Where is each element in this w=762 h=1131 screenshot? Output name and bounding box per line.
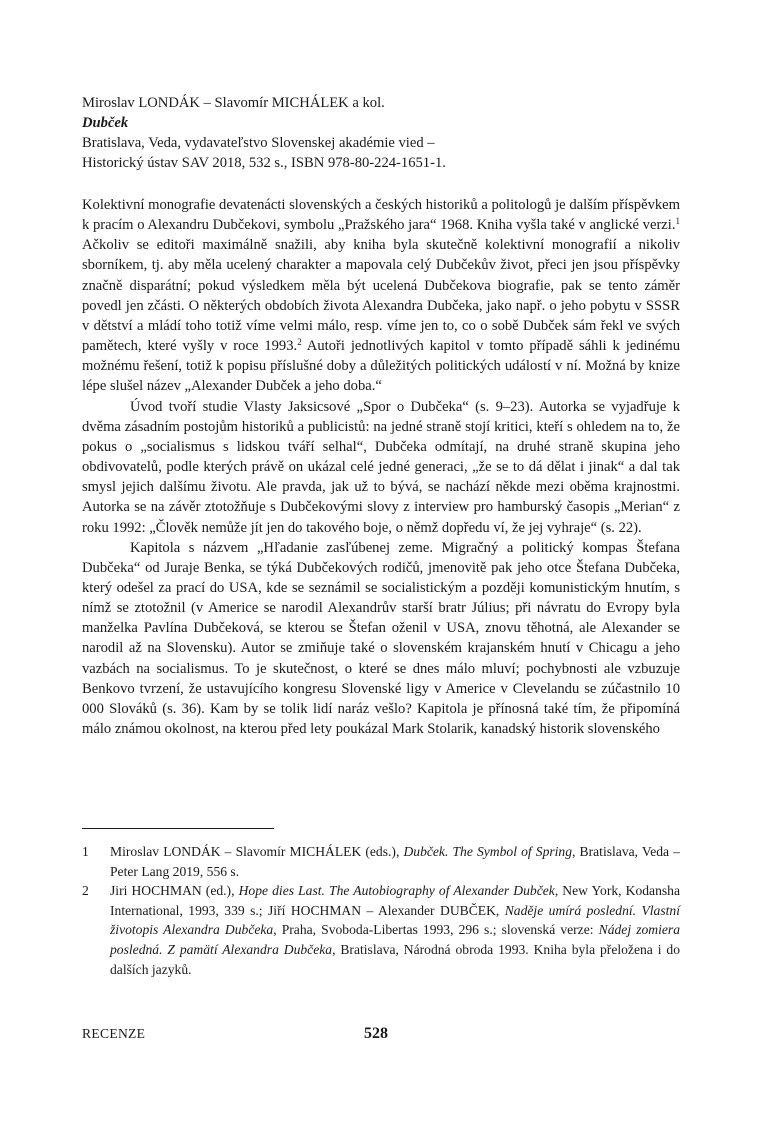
book-publisher-line-1: Bratislava, Veda, vydavateľstvo Slovenskej akadémie vied –	[82, 135, 435, 151]
footnote-1-title: Dubček. The Symbol of Spring	[403, 844, 573, 859]
footnote-2-number: 2	[82, 883, 89, 899]
paragraph-1	[82, 195, 680, 397]
footnote-2-part-a: Jiri HOCHMAN (ed.),	[110, 883, 239, 899]
book-reference	[82, 93, 680, 173]
footnotes	[82, 842, 680, 979]
paragraph-1-part-c: Autoři jednotlivých kapitol v tomto případě sáhli k jedinému možnému řešení, totiž k popisu příslušné doby a důležitých politických událostí v ní. Možná by knize lépe slušel název „Alexander Dubček a jeho doba.“	[82, 338, 680, 395]
footnote-2-part-c: , New York, Kodansha International, 1993, 339 s.; Jiří HOCHMAN – Alexander DUBČEK,	[110, 883, 680, 918]
footnote-2-part-g: , Bratislava, Národná obroda 1993. Kniha byla přeložena i do dalších jazyků.	[110, 941, 680, 977]
footnote-2-title-1: Hope dies Last. The Autobiography of Alexander Dubček	[238, 883, 555, 899]
footnote-1-part-c: , Bratislava, Veda – Peter Lang 2019, 556 s.	[110, 844, 680, 879]
footnote-2-text	[110, 881, 680, 979]
paragraph-2: Úvod tvoří studie Vlasty Jaksicsové „Spor o Dubčeka“ (s. 9–23). Autorka se vyjadřuje k dvěma zásadním postojům historiků a publicistů: na jedné straně stojí kritici, kteří s ohledem na to, že pokus o „socialismus s lidskou tváří selhal“, Dubčeka odmítají, na druhé straně skupina jeho obdivovatelů, podle kterých právě on ukázal celé jedné generaci, „že se to dá dělat i jinak“ a dal tak smysl jejich dalšímu životu. Ale pravda, jak už to bývá, se nachází někde mezi oběma krajnostmi. Autorka se na závěr ztotožňuje s Dubčekovými slovy z interview pro hamburský časopis „Merian“ z roku 1992: „Člověk nemůže jít jen do takového boje, o němž dopředu ví, že jej vyhraje“ (s. 22).	[82, 398, 680, 536]
footnote-1-number: 1	[82, 844, 89, 859]
footnote-ref-2: 2	[297, 337, 302, 348]
page	[82, 0, 680, 1131]
page-number: 528	[364, 1025, 388, 1042]
paragraph-1-part-b: Ačkoliv se editoři maximálně snažili, aby kniha byla skutečně kolektivní monografií a nikoliv sborníkem, tj. aby měla ucelený charakter a mapovala celý Dubčekův život, přeci jen jsou příspěvky značně disparátní; pokud výsledkem měla být ucelená Dubčekova biografie, pak se tento záměr povedl jen zčásti. O některých obdobích života Alexandra Dubčeka, jako např. o jeho pobytu v SSSR v dětství a mládí toho totiž víme velmi málo, resp. víme jen to, co o sobě Dubček sám řekl ve svých pamětech, které vyšly v roce 1993.	[82, 237, 680, 355]
footnote-2-title-3: Nádej zomiera posledná. Z pamätí Alexandra Dubčeka	[110, 922, 680, 957]
book-authors: Miroslav LONDÁK – Slavomír MICHÁLEK a kol.	[82, 95, 385, 111]
review-body	[82, 195, 680, 739]
book-publisher-line-2: Historický ústav SAV 2018, 532 s., ISBN 978-80-224-1651-1.	[82, 155, 446, 171]
footnote-2-title-2: Naděje umírá poslední. Vlastní životopis Alexandra Dubčeka	[110, 902, 680, 938]
footnote-ref-1: 1	[675, 216, 680, 227]
footnote-1	[82, 842, 680, 881]
paragraph-1-part-a: Kolektivní monografie devatenácti slovenských a českých historiků a politologů je dalším příspěvkem k pracím o Alexandru Dubčekovi, symbolu „Pražského jara“ 1968. Kniha vyšla také v anglické verzi.	[82, 197, 680, 234]
footnote-2-part-e: , Praha, Svoboda-Libertas 1993, 296 s.; slovenská verze:	[273, 922, 599, 938]
footnote-1-text	[110, 842, 680, 881]
footnote-2	[82, 881, 680, 979]
footer-section-label: RECENZE	[82, 1026, 146, 1041]
footnote-divider	[82, 828, 274, 829]
book-title: Dubček	[82, 115, 129, 131]
paragraph-3: Kapitola s názvem „Hľadanie zasľúbenej zeme. Migračný a politický kompas Štefana Dubčeka“ od Juraje Benka, se týká Dubčekových rodičů, jmenovitě pak jeho otce Štefana Dubčeka, který odešel za prací do USA, kde se seznámil se socialistickým a později komunistickým hnutím, s nímž se ztotožnil (v Americe se narodil Alexandrův starší bratr Július; při návratu do Evropy byla manželka Pavlína Dubčeková, se kterou se Štefan oženil v USA, znovu těhotná, ale Alexander se narodil až na Slovensku). Autor se zmiňuje také o slovenském krajanském hnutí v Chicagu a jeho vazbách na socialismus. To je skutečnost, o které se dnes málo mluví; pochybnosti ale vzbuzuje Benkovo tvrzení, že ustavujícího kongresu Slovenské ligy v Americe v Clevelandu se zúčastnilo 10 000 Slováků (s. 36). Kam by se tolik lidí naráz vešlo? Kapitola je přínosná také tím, že připomíná málo známou okolnost, na kterou před lety poukázal Mark Stolarik, kanadský historik slovenského	[82, 539, 680, 738]
footnote-1-part-a: Miroslav LONDÁK – Slavomír MICHÁLEK (eds.),	[110, 844, 404, 859]
